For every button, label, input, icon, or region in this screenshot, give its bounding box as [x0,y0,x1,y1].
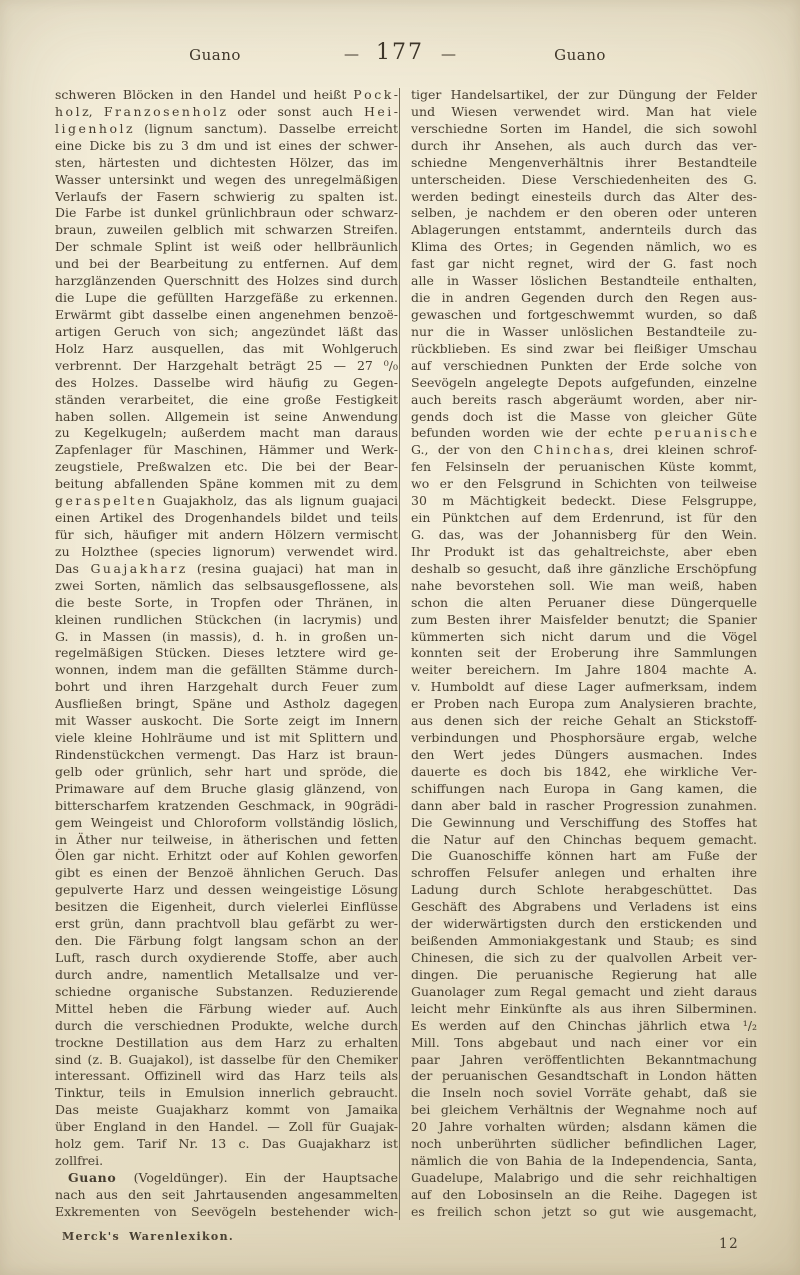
text-line: Die Guanoschiffe können hart am Fuße der [411,848,757,864]
text-line: der widerwärtigsten durch den erstickenden und [411,916,757,932]
text-line: Die Gewinnung und Verschiffung des Stoffes hat [411,814,757,830]
text-line: wonnen, indem man die gefällten Stämme durch- [55,662,398,678]
column-divider-rule [399,88,400,1220]
text-line: Guano (Vogeldünger). Ein der Hauptsache [68,1170,398,1185]
text-line: einen Artikel des Drogenhandels bildet und teils [55,510,398,526]
text-line: zeugstiele, Preßwalzen etc. Die bei der Bear- [55,459,398,475]
text-line: des Holzes. Dasselbe wird häufig zu Gegen- [55,374,398,390]
text-line: schiedne Mengenverhältnis ihrer Bestandteile [411,154,757,170]
text-line: selben, je nachdem er den oberen oder unteren [411,205,757,221]
text-line: bohrt und ihren Harzgehalt durch Feuer zum [55,679,398,695]
text-line: kümmerten sich nicht darum und die Vögel [411,628,757,644]
text-line: G., der von den C h i n c h a s, drei kleinen schrof- [411,442,757,458]
text-line: verbindungen und Phosphorsäure ergab, welche [411,730,757,746]
text-line: Der schmale Splint ist weiß oder hellbräunlich [55,239,398,255]
text-line: paar Jahren veröffentlichten Bekanntmachung [411,1051,757,1067]
header-dash-left: — [344,44,359,63]
text-line: durch ihr Ansehen, als auch durch das ver- [411,137,757,153]
text-line: Guanolager zum Regal gemacht und zieht daraus [411,983,757,999]
entry-term: Guano [68,1170,117,1185]
text-line: regelmäßigen Stücken. Dieses letztere wird ge- [55,645,398,661]
text-line: schweren Blöcken in den Handel und heißt P o c k - [55,87,398,102]
text-line: Ladung durch Schlote herabgeschüttet. Das [411,882,757,898]
text-line: Mill. Tons abgebaut und nach einer vor ein [411,1034,757,1050]
text-line: die Inseln noch soviel Vorräte gehabt, daß sie [411,1085,757,1101]
text-line: l i g e n h o l z (lignum sanctum). Dasselbe erreicht [55,120,398,136]
text-line: noch unberührten südlicher befindlichen Lager, [411,1136,757,1152]
text-line: Guadelupe, Malabrigo und die sehr reichhaltigen [411,1170,757,1185]
text-line: deshalb so gesucht, daß ihre gänzliche Erschöpfung [411,560,757,576]
text-line: h o l z, F r a n z o s e n h o l z oder sonst auch H e i - [55,103,398,119]
text-line: nur die in Wasser unlöslichen Bestandteile zu- [411,323,757,339]
text-line: Seevögeln angelegte Depots aufgefunden, einzelne [411,374,757,390]
text-line: beißenden Ammoniakgestank und Staub; es sind [411,933,757,949]
text-line: holz gem. Tarif Nr. 13 c. Das Guajakharz ist [55,1136,398,1152]
text-line: auf den Lobosinseln an die Reihe. Dagegen ist [411,1186,757,1202]
text-line: Exkrementen von Seevögeln bestehender wich- [55,1203,398,1219]
text-line: die Lupe die gefüllten Harzgefäße zu erkennen. [55,290,398,306]
text-line: für sich, häufiger mit andern Hölzern vermischt [55,526,398,542]
text-line: trockne Destillation aus dem Harz zu erhalten [55,1034,398,1050]
text-line: dann aber bald in rascher Progression zunahmen. [411,797,757,813]
text-line: nämlich die von Bahia de la Independencia, Santa, [411,1153,757,1169]
text-line: sten, härtesten und dichtesten Hölzer, das im [55,154,398,170]
text-line: G. in Massen (in massis), d. h. in großen un- [55,628,398,644]
text-line: schon die alten Peruaner diese Düngerquelle [411,594,757,610]
text-line: Verlaufs der Fasern schwierig zu spalten ist. [55,188,398,204]
text-line: dauerte es doch bis 1842, ehe wirkliche Ver- [411,763,757,779]
header-left-title: Guano [189,46,241,64]
text-line: 20 Jahre vorhalten würden; alsdann kämen die [411,1119,757,1135]
text-line: die Natur auf den Chinchas bequem gemacht. [411,831,757,847]
text-line: Mittel heben die Färbung wieder auf. Auch [55,1000,398,1016]
text-line: beitung abfallenden Späne kommen mit zu dem [55,476,398,492]
text-line: befunden worden wie der echte p e r u a n i s c h e [411,425,757,441]
text-line: gem Weingeist und Chloroform vollständig löslich, [55,814,398,830]
text-line: und Wiesen verwendet wird. Man hat viele [411,103,757,119]
page-number: 177 [376,40,424,65]
text-line: sind (z. B. Guajakol), ist dasselbe für den Chemiker [55,1051,398,1067]
text-line: eine Dicke bis zu 3 dm und ist eines der schwer- [55,137,398,153]
text-line: g e r a s p e l t e n Guajakholz, das als lignum guajaci [55,493,398,509]
text-line: die in andren Gegenden durch den Regen aus- [411,290,757,306]
text-line: kleinen rundlichen Stückchen (in lacrymis) und [55,611,398,627]
text-line: artigen Geruch von sich; angezündet läßt das [55,323,398,339]
text-line: und bei der Bearbeitung zu entfernen. Auf dem [55,256,398,272]
text-line: auch bereits rasch abgeräumt worden, aber nir- [411,391,757,407]
text-line: ein Pünktchen auf dem Erdenrund, ist für den [411,510,757,526]
text-line: bei gleichem Verhältnis der Wegnahme noch auf [411,1102,757,1118]
text-line: Chinesen, die sich zu der qualvollen Arbeit ver- [411,950,757,966]
text-line: braun, zuweilen gelblich mit schwarzen Streifen. [55,222,398,238]
text-line: wo er den Felsgrund in Schichten von teilweise [411,476,757,492]
text-line: haben sollen. Allgemein ist seine Anwendung [55,408,398,424]
text-line: Holz Harz ausquellen, das mit Wohlgeruch [55,340,398,356]
text-line: zollfrei. [55,1153,104,1169]
text-line: schiffungen nach Europa in Gang kamen, die [411,780,757,796]
text-line: Ölen gar nicht. Erhitzt oder auf Kohlen geworfen [55,848,398,864]
text-line: interessant. Offizinell wird das Harz teils als [55,1068,398,1084]
text-line: weiter bereichern. Im Jahre 1804 machte A. [411,662,757,678]
text-line: der peruanischen Gesandtschaft in London hätten [411,1068,757,1084]
page-header [0,0,800,80]
text-line: zu Holzthee (species lignorum) verwendet wird. [55,543,398,559]
text-line: schroffen Felsufer anlegen und erhalten ihre [411,865,757,881]
text-line: aus denen sich der reiche Gehalt an Stickstoff- [411,713,757,729]
text-line: konnten seit der Eroberung ihre Sammlungen [411,645,757,661]
right-text-column [411,87,757,1221]
text-line: verbrennt. Der Harzgehalt beträgt 25 — 27 ⁰/₀ [55,357,398,373]
text-line: erst grün, dann prachtvoll blau gefärbt zu wer- [55,916,398,932]
text-line: gends doch ist die Masse von gleicher Güte [411,408,757,424]
text-line: Rindenstückchen vermengt. Das Harz ist braun- [55,746,398,762]
text-line: 30 m Mächtigkeit bedeckt. Diese Felsgruppe, [411,493,757,509]
text-line: Geschäft des Abgrabens und Verladens ist eins [411,899,757,915]
text-line: zu Kegelkugeln; außerdem macht man daraus [55,425,398,441]
text-line: harzglänzenden Querschnitt des Holzes sind durch [55,273,398,289]
text-line: auf verschiednen Punkten der Erde solche von [411,357,757,373]
text-line: ständen verarbeitet, die eine große Festigkeit [55,391,398,407]
text-line: dingen. Die peruanische Regierung hat alle [411,966,757,982]
text-line: Es werden auf den Chinchas jährlich etwa ¹/₂ [411,1017,757,1033]
text-line: den. Die Färbung folgt langsam schon an der [55,933,398,949]
text-line: Das G u a j a k h a r z (resina guajaci) hat man in [55,560,398,576]
header-center-group [344,40,456,65]
text-line: bitterscharfem kratzenden Geschmack, in 90grädi- [55,797,398,813]
text-line: zum Besten ihrer Maisfelder benutzt; die Spanier [411,611,757,627]
text-line: in Äther nur teilweise, in ätherischen und fetten [55,831,398,847]
text-line: Wasser untersinkt und wegen des unregelmäßigen [55,171,398,187]
text-line: nahe bevorstehen soll. Wie man weiß, haben [411,577,757,593]
text-line: fast gar nicht regnet, wird der G. fast noch [411,256,757,272]
text-line: Erwärmt gibt dasselbe einen angenehmen benzoë- [55,306,398,322]
text-line: unterscheiden. Diese Verschiedenheiten des G. [411,171,757,187]
text-line: leicht mehr Einkünfte als aus ihren Silberminen. [411,1000,757,1016]
text-line: Klima des Ortes; in Gegenden nämlich, wo es [411,239,757,255]
left-text-column [55,87,398,1221]
text-line: verschiedne Sorten im Handel, die sich sowohl [411,120,757,136]
text-line: über England in den Handel. — Zoll für Guajak- [55,1119,398,1135]
footer-imprint: Merck's Warenlexikon. [62,1230,234,1243]
text-line: es freilich schon jetzt so gut wie ausgemacht, [411,1203,757,1219]
text-line: Ihr Produkt ist das gehaltreichste, aber eben [411,543,757,559]
text-line: durch andre, namentlich Metallsalze und ver- [55,966,398,982]
header-dash-right: — [441,44,456,63]
text-line: Das meiste Guajakharz kommt von Jamaika [55,1102,398,1118]
text-line: werden bedingt einesteils durch das Alter des- [411,188,757,204]
text-line: Luft, rasch durch oxydierende Stoffe, aber auch [55,950,398,966]
text-line: fen Felsinseln der peruanischen Küste kommt, [411,459,757,475]
text-line: die beste Sorte, in Tropfen oder Thränen, in [55,594,398,610]
text-line: er Proben nach Europa zum Analysieren brachte, [411,696,757,712]
text-line: Primaware auf dem Bruche glasig glänzend, von [55,780,398,796]
text-line: viele kleine Hohlräume und ist mit Splittern und [55,730,398,746]
text-line: mit Wasser auskocht. Die Sorte zeigt im Innern [55,713,398,729]
text-line: gibt es einen der Benzoë ähnlichen Geruch. Das [55,865,398,881]
text-line: Ausfließen bringt, Späne und Astholz dagegen [55,696,398,712]
text-line: besitzen die Eigenheit, durch vielerlei Einflüsse [55,899,398,915]
footer-sheet-number: 12 [719,1236,740,1252]
text-line: tiger Handelsartikel, der zur Düngung der Felder [411,87,757,102]
text-line: v. Humboldt auf diese Lager aufmerksam, indem [411,679,757,695]
text-line: zwei Sorten, nämlich das selbsausgeflossene, als [55,577,398,593]
text-line: rückblieben. Es sind zwar bei fleißiger Umschau [411,340,757,356]
text-line: gepulverte Harz und dessen weingeistige Lösung [55,882,398,898]
text-line: Die Farbe ist dunkel grünlichbraun oder schwarz- [55,205,398,221]
text-line: Ablagerungen entstammt, andernteils durch das [411,222,757,238]
text-line: schiedne organische Substanzen. Reduzierende [55,983,398,999]
text-line: durch die verschiednen Produkte, welche durch [55,1017,398,1033]
text-line: G. das, was der Johannisberg für den Wein. [411,526,757,542]
text-line: gewaschen und fortgeschwemmt wurden, so daß [411,306,757,322]
text-line: den Wert jedes Düngers ausmachen. Indes [411,746,757,762]
text-line: gelb oder grünlich, sehr hart und spröde, die [55,763,398,779]
text-line: Tinktur, teils in Emulsion innerlich gebraucht. [55,1085,398,1101]
text-line: Zapfenlager für Maschinen, Hämmer und Werk- [55,442,398,458]
text-line: alle in Wasser löslichen Bestandteile enthalten, [411,273,757,289]
header-right-title: Guano [554,46,606,64]
text-line: nach aus den seit Jahrtausenden angesammelten [55,1186,398,1202]
